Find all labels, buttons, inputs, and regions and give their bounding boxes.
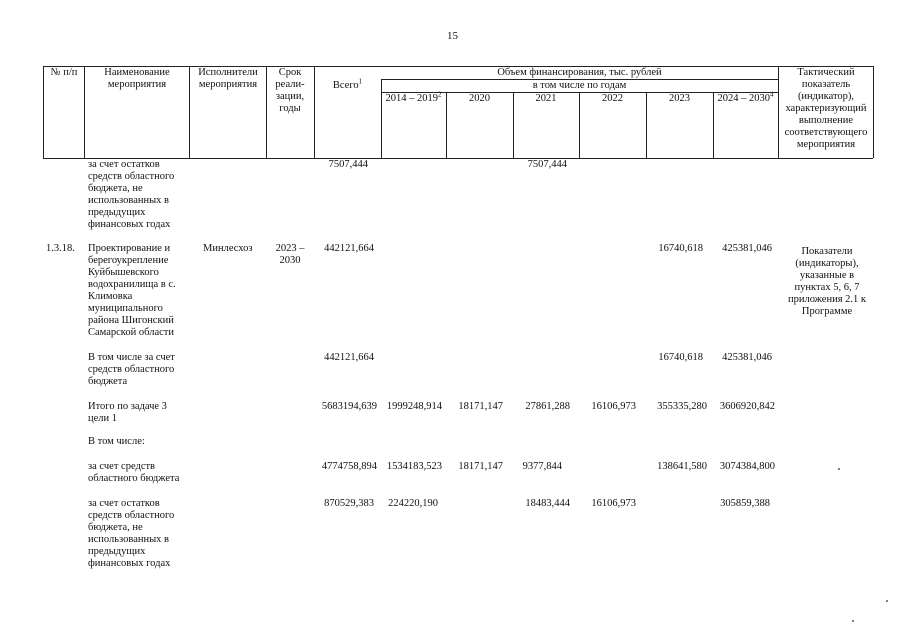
cell-2024-2030: 425381,046 xyxy=(722,243,772,254)
row-executor: Минлесхоз xyxy=(203,243,253,254)
cell-2023: 355335,280 xyxy=(657,401,707,412)
cell-2020: 18171,147 xyxy=(458,401,503,412)
cell-2024-2030: 305859,388 xyxy=(720,498,770,509)
header-year-2024-2030: 2024 – 2030$^4$ xyxy=(717,90,774,104)
cell-2021: 7507,444 xyxy=(527,159,567,170)
row-num: 1.3.18. xyxy=(46,243,75,254)
scan-speck xyxy=(886,600,888,602)
scan-speck xyxy=(852,620,854,622)
row-name: Проектирование и берегоукрепление Куйбышевского водохранилища в с. Климовка муниципального района Шигонский Самарской области xyxy=(88,243,176,338)
cell-total: 442121,664 xyxy=(324,243,374,254)
cell-total: 7507,444 xyxy=(328,159,368,170)
cell-total: 442121,664 xyxy=(324,352,374,363)
header-term: Срок реали-зации, годы xyxy=(275,67,305,114)
row-indicator: Показатели (индикаторы), указанные в пунктах 5, 6, 7 приложения 2.1 к Программе xyxy=(787,246,867,317)
header-indicator: Тактический показатель (индикатор), характеризующий выполнение соответствующего мероприятия xyxy=(784,67,868,150)
header-funding: Объем финансирования, тыс. рублей xyxy=(497,67,662,78)
cell-2021: 18483,444 xyxy=(525,498,570,509)
scan-speck xyxy=(838,468,840,470)
header-year-2020: 2020 xyxy=(469,93,490,104)
row-name: Итого по задаче 3 цели 1 xyxy=(88,401,167,424)
header-name: Наименование мероприятия xyxy=(104,67,170,90)
cell-2022: 16106,973 xyxy=(591,498,636,509)
header-year-2021: 2021 xyxy=(535,93,557,104)
cell-2023: 16740,618 xyxy=(658,352,703,363)
cell-2021: 9377,844 xyxy=(522,461,562,472)
page-number: 15 xyxy=(447,30,458,42)
cell-total: 4774758,894 xyxy=(321,461,377,472)
row-name: за счет остатков средств областного бюджета, не использованных в предыдущих финансовых годах xyxy=(88,498,175,569)
header-by-years: в том числе по годам xyxy=(532,80,627,91)
cell-2024-2030: 425381,046 xyxy=(722,352,772,363)
row-name: за счет остатков средств областного бюджета, не использованных в предыдущих финансовых годах xyxy=(88,159,175,230)
row-name: В том числе: xyxy=(88,436,145,447)
header-year-2022: 2022 xyxy=(602,93,623,104)
cell-2024-2030: 3074384,800 xyxy=(719,461,775,472)
cell-total: 5683194,639 xyxy=(321,401,377,412)
cell-2014-2019: 1999248,914 xyxy=(386,401,442,412)
cell-2014-2019: 224220,190 xyxy=(388,498,438,509)
cell-total: 870529,383 xyxy=(324,498,374,509)
row-name: за счет средств областного бюджета xyxy=(88,461,180,484)
header-executor: Исполнители мероприятия xyxy=(198,67,258,90)
row-term: 2023 – 2030 xyxy=(275,243,305,266)
cell-2020: 18171,147 xyxy=(458,461,503,472)
cell-2022: 16106,973 xyxy=(591,401,636,412)
row-name: В том числе за счет средств областного бюджета xyxy=(88,352,175,387)
header-num: № п/п xyxy=(50,67,78,78)
header-year-2014-2019: 2014 – 2019$^2$ xyxy=(385,90,442,104)
header-year-2023: 2023 xyxy=(669,93,690,104)
cell-2024-2030: 3606920,842 xyxy=(719,401,775,412)
cell-2023: 138641,580 xyxy=(657,461,707,472)
cell-2023: 16740,618 xyxy=(658,243,703,254)
cell-2014-2019: 1534183,523 xyxy=(386,461,442,472)
cell-2021: 27861,288 xyxy=(525,401,570,412)
header-total: Всего$^1$ xyxy=(332,77,363,91)
